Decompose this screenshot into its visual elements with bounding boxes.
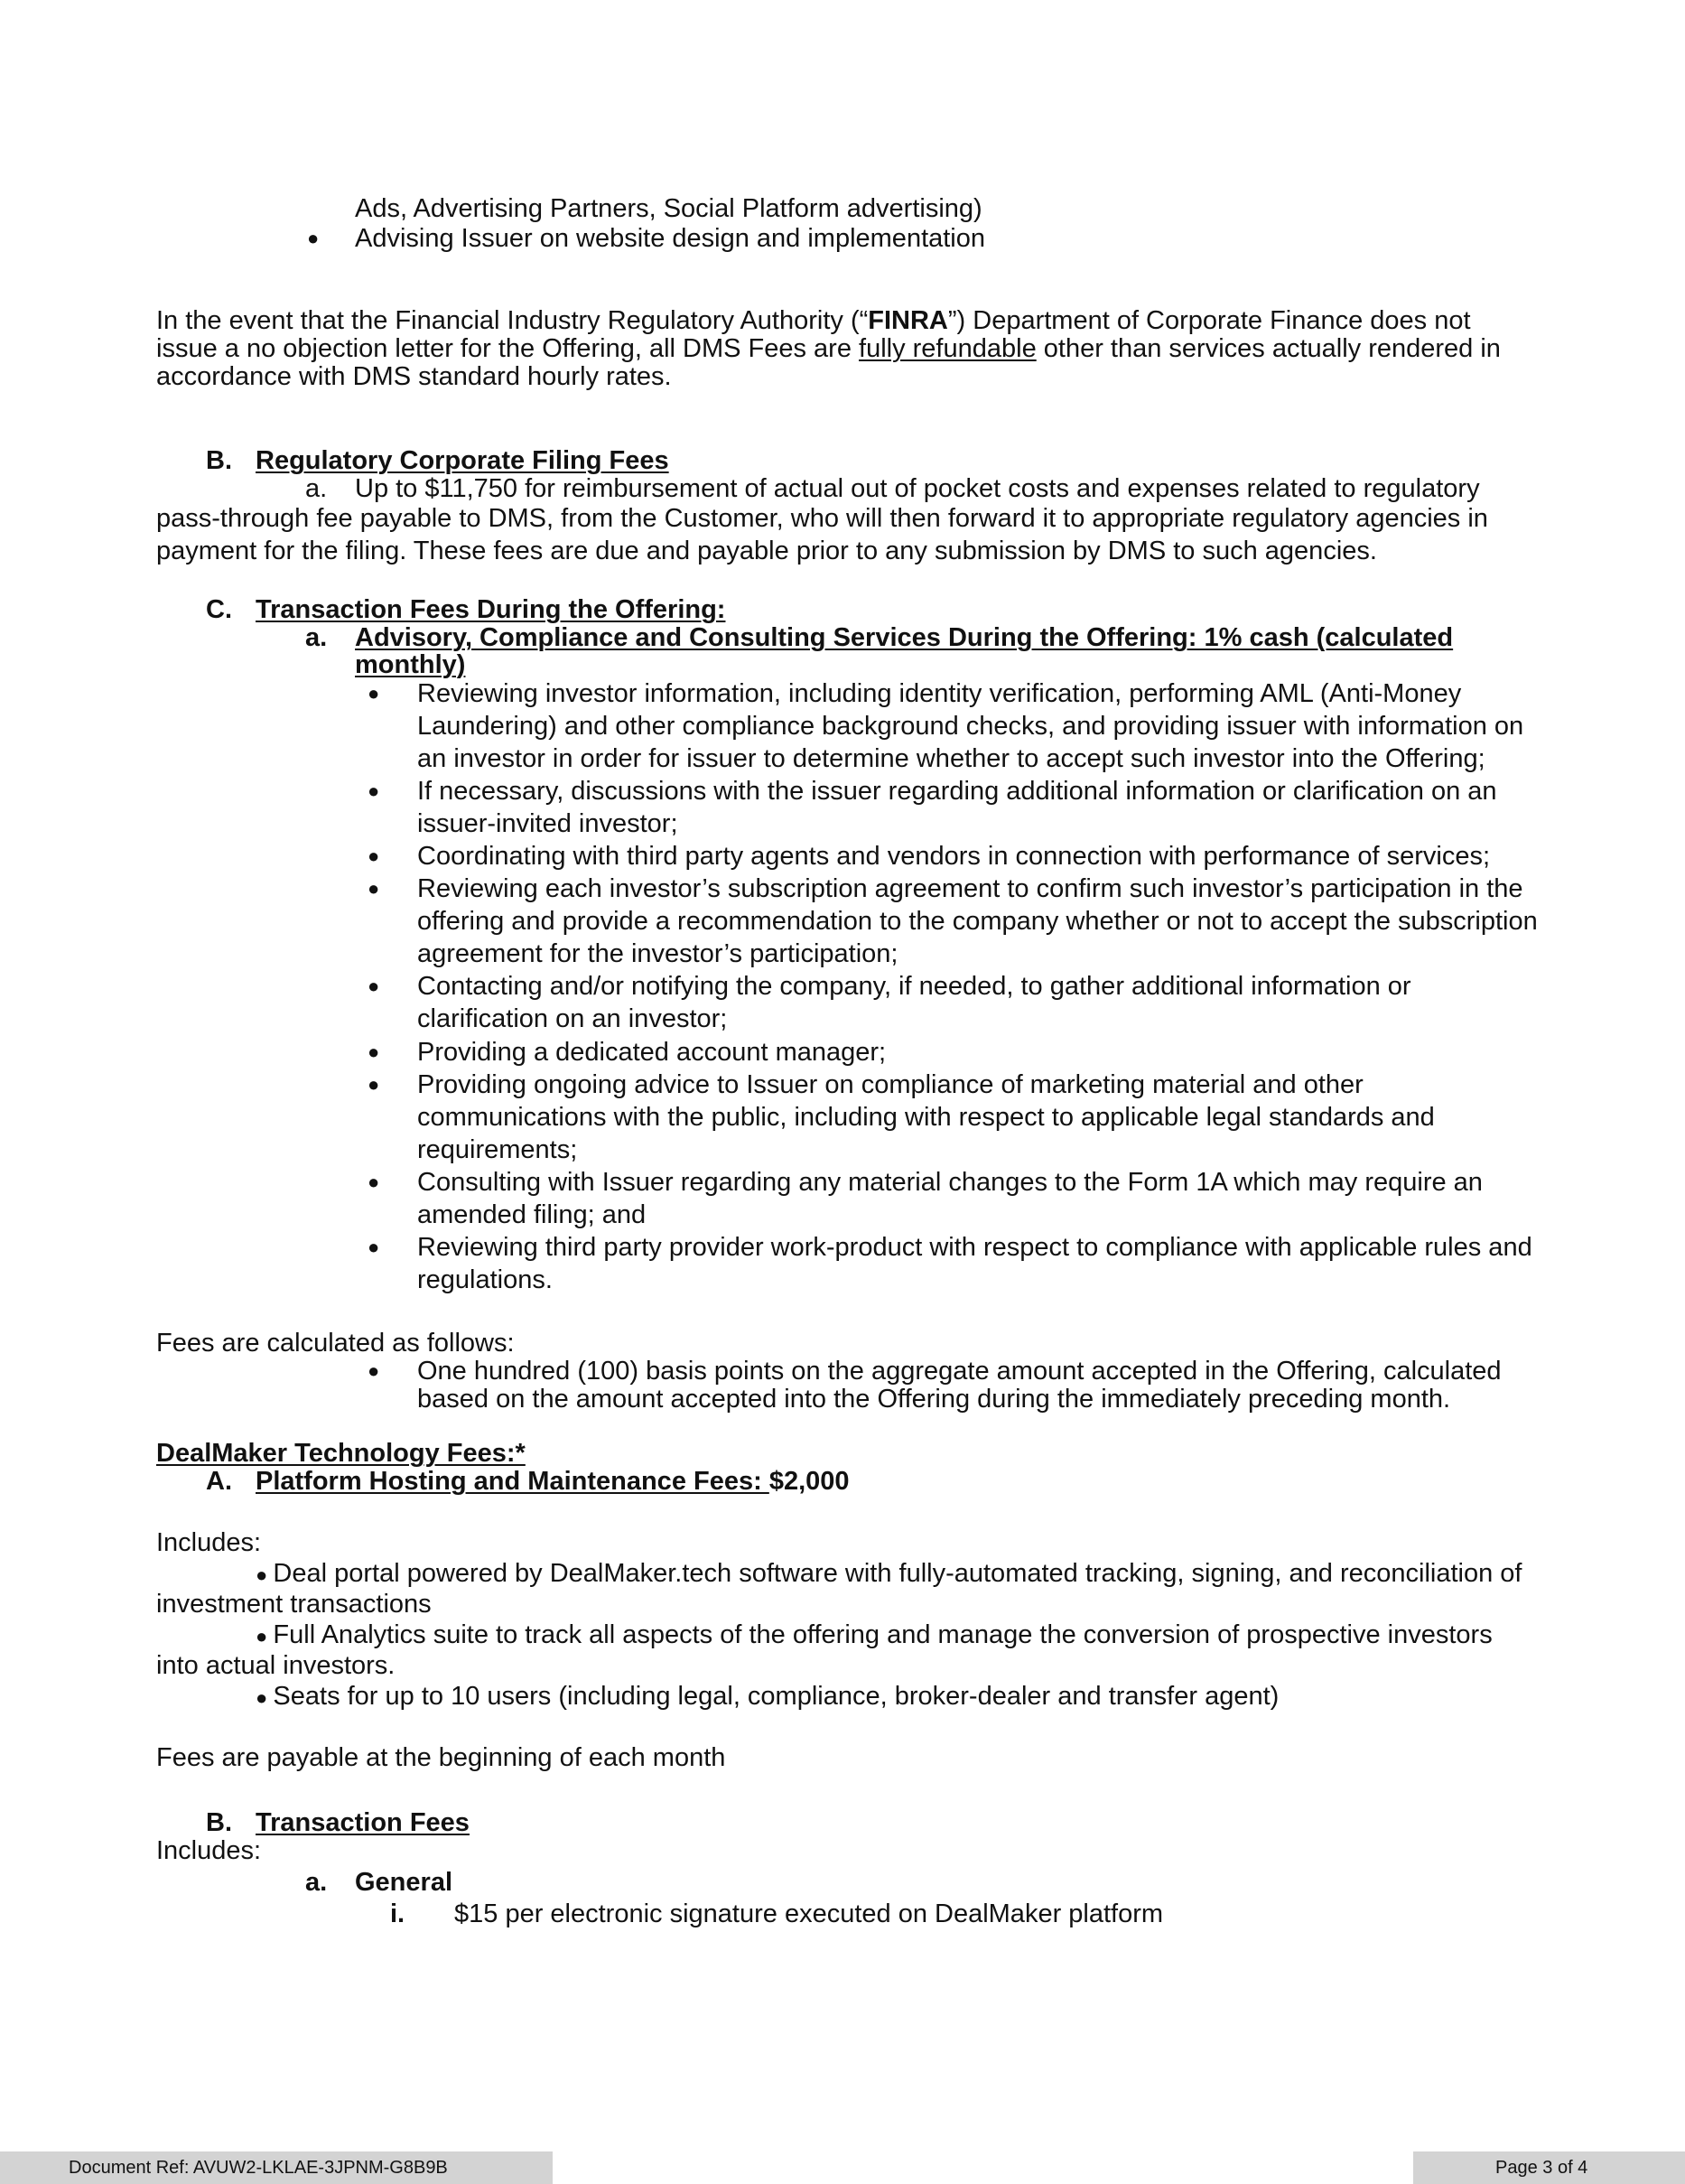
b-includes-label: Includes:	[156, 1836, 262, 1865]
section-b-line-2: pass-through fee payable to DMS, from the Customer, who will then forward it to appropriate regulatory agencies in	[156, 504, 1488, 533]
list-item: amended filing; and	[417, 1200, 647, 1229]
item-i-text: $15 per electronic signature executed on DealMaker platform	[454, 1899, 1164, 1928]
list-item: regulations.	[417, 1265, 553, 1294]
includes-label: Includes:	[156, 1528, 262, 1557]
fully-refundable-text: fully refundable	[859, 334, 1037, 363]
tech-fees-heading: DealMaker Technology Fees:*	[156, 1439, 526, 1468]
section-c-heading: Transaction Fees During the Offering:	[256, 595, 726, 624]
footer-page-number: Page 3 of 4	[1495, 2158, 1588, 2178]
footer-doc-ref: Document Ref: AVUW2-LKLAE-3JPNM-G8B9B	[69, 2158, 448, 2178]
list-item: clarification on an investor;	[417, 1004, 728, 1033]
finra-paragraph-line-1: In the event that the Financial Industry Regulatory Authority (“FINRA”) Department of Corporate Finance does not	[156, 306, 1471, 335]
bullet-icon: ●	[368, 1236, 380, 1258]
bullet-icon: ●	[368, 779, 380, 802]
section-b-item-label: a.	[305, 474, 328, 503]
tech-fees-b-letter: B.	[206, 1808, 232, 1837]
include-item-2-line-2: into actual investors.	[156, 1651, 396, 1680]
bullet-icon: ●	[307, 227, 320, 249]
tech-fees-a-heading: Platform Hosting and Maintenance Fees: $2,000	[256, 1467, 850, 1496]
include-item-2-line-1: ● Full Analytics suite to track all aspects of the offering and manage the conversion of prospective investors	[256, 1620, 1493, 1649]
section-b-heading: Regulatory Corporate Filing Fees	[256, 446, 669, 475]
bullet-icon: ●	[368, 1171, 380, 1193]
list-item: Reviewing investor information, including identity verification, performing AML (Anti-Money	[417, 679, 1462, 708]
include-item-3: ● Seats for up to 10 users (including legal, compliance, broker-dealer and transfer agent)	[256, 1682, 1280, 1711]
list-item: Laundering) and other compliance background checks, and providing issuer with information on	[417, 712, 1524, 741]
section-c-sub-label: a.	[305, 623, 328, 652]
list-item: Contacting and/or notifying the company, if needed, to gather additional information or	[417, 972, 1411, 1001]
bullet-icon: ●	[368, 1041, 380, 1063]
include-item-1-line-2: investment transactions	[156, 1590, 432, 1619]
list-item: agreement for the investor’s participation;	[417, 939, 898, 968]
general-heading: General	[355, 1868, 452, 1897]
fees-calc-intro: Fees are calculated as follows:	[156, 1329, 515, 1358]
bullet-icon: ●	[256, 1686, 274, 1709]
general-label: a.	[305, 1868, 328, 1897]
section-b-line-1: Up to $11,750 for reimbursement of actual out of pocket costs and expenses related to regulatory	[355, 474, 1480, 503]
finra-paragraph-line-2: issue a no objection letter for the Offering, all DMS Fees are fully refundable other than services actually rendered in	[156, 334, 1501, 363]
bullet-icon: ●	[368, 975, 380, 997]
list-item: Advising Issuer on website design and implementation	[355, 224, 986, 253]
section-c-sub-heading-line-1: Advisory, Compliance and Consulting Services During the Offering: 1% cash (calculated	[355, 623, 1454, 652]
finra-paragraph-line-3: accordance with DMS standard hourly rates.	[156, 362, 672, 391]
bullet-icon: ●	[368, 1359, 380, 1382]
bullet-icon: ●	[256, 1625, 274, 1647]
list-item: Coordinating with third party agents and vendors in connection with performance of services;	[417, 842, 1491, 871]
platform-fee-amount: $2,000	[768, 1467, 850, 1496]
list-continuation-line: Ads, Advertising Partners, Social Platform advertising)	[355, 194, 982, 223]
list-item: offering and provide a recommendation to the company whether or not to accept the subscription	[417, 907, 1538, 936]
list-item: One hundred (100) basis points on the aggregate amount accepted in the Offering, calculated	[417, 1357, 1502, 1386]
bullet-icon: ●	[256, 1563, 274, 1586]
tech-fees-a-letter: A.	[206, 1467, 232, 1496]
section-b-letter: B.	[206, 446, 232, 475]
bullet-icon: ●	[368, 845, 380, 867]
list-item: Reviewing third party provider work-product with respect to compliance with applicable rules and	[417, 1233, 1532, 1262]
section-c-sub-heading-line-2: monthly)	[355, 650, 466, 679]
payable-note: Fees are payable at the beginning of each month	[156, 1743, 726, 1772]
list-item: If necessary, discussions with the issuer regarding additional information or clarification on an	[417, 777, 1497, 806]
list-item: Providing a dedicated account manager;	[417, 1038, 887, 1067]
finra-abbreviation: FINRA	[868, 306, 948, 335]
include-item-1-line-1: ● Deal portal powered by DealMaker.tech software with fully-automated tracking, signing, and reconciliation of	[256, 1559, 1522, 1588]
section-b-line-3: payment for the filing. These fees are due and payable prior to any submission by DMS to such agencies.	[156, 537, 1377, 565]
list-item: based on the amount accepted into the Offering during the immediately preceding month.	[417, 1385, 1451, 1414]
bullet-icon: ●	[368, 682, 380, 705]
list-item: communications with the public, including with respect to applicable legal standards and	[417, 1103, 1435, 1132]
tech-fees-b-heading: Transaction Fees	[256, 1808, 470, 1837]
list-item: requirements;	[417, 1135, 578, 1164]
list-item: issuer-invited investor;	[417, 809, 678, 838]
section-c-letter: C.	[206, 595, 232, 624]
item-i-label: i.	[390, 1899, 405, 1928]
bullet-icon: ●	[368, 877, 380, 900]
list-item: Consulting with Issuer regarding any material changes to the Form 1A which may require an	[417, 1168, 1483, 1197]
list-item: an investor in order for issuer to determine whether to accept such investor into the Offering;	[417, 744, 1485, 773]
bullet-icon: ●	[368, 1073, 380, 1096]
list-item: Providing ongoing advice to Issuer on compliance of marketing material and other	[417, 1070, 1364, 1099]
list-item: Reviewing each investor’s subscription agreement to confirm such investor’s participation in the	[417, 874, 1523, 903]
